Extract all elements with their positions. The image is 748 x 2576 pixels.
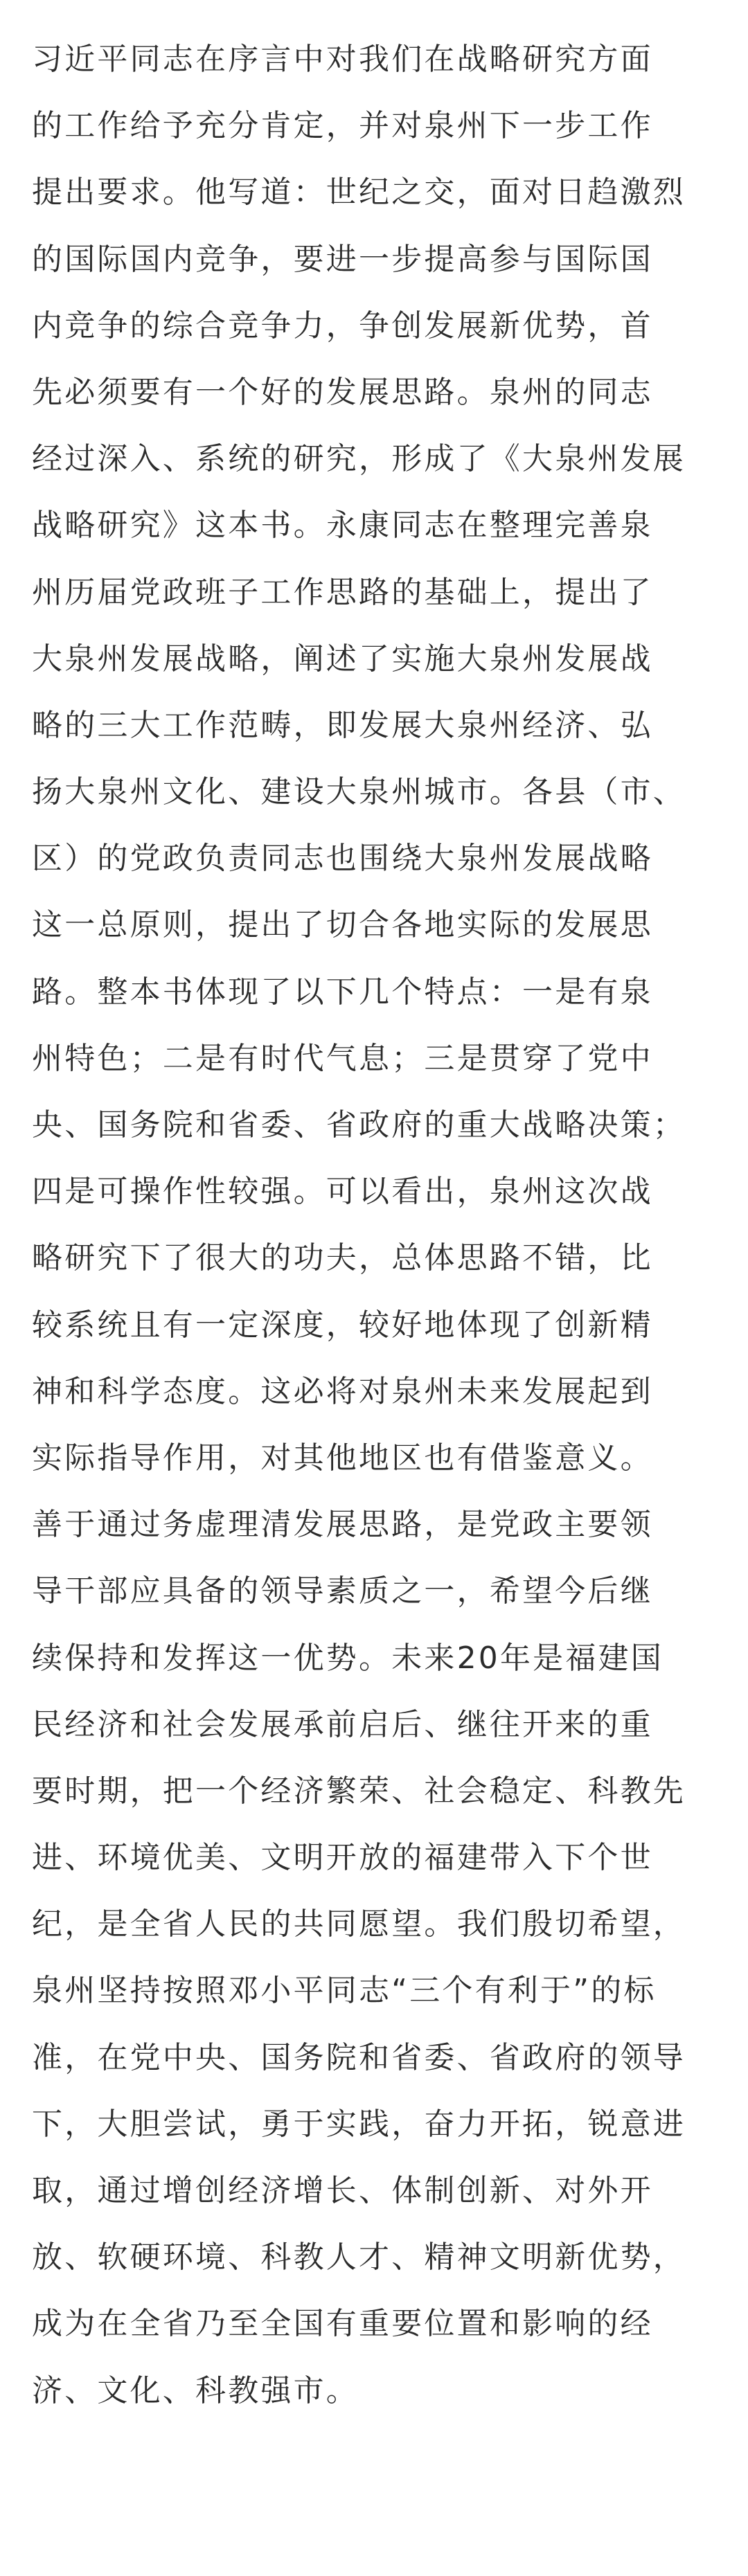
text-line: 济、文化、科教强市。 xyxy=(32,2372,359,2408)
text-line: 续保持和发挥这一优势。未来20年是福建国 xyxy=(32,1640,664,1676)
text-line: 区）的党政负责同志也围绕大泉州发展战略 xyxy=(32,841,653,877)
text-line: 大泉州发展战略，阐述了实施大泉州发展战 xyxy=(32,641,653,677)
text-line: 要时期，把一个经济繁荣、社会稳定、科教先 xyxy=(32,1773,686,1809)
text-line: 内竞争的综合竞争力，争创发展新优势，首 xyxy=(32,307,653,343)
text-line: 成为在全省乃至全国有重要位置和影响的经 xyxy=(32,2306,653,2342)
text-line: 经过深入、系统的研究，形成了《大泉州发展 xyxy=(32,441,686,477)
text-line: 善于通过务虚理清发展思路，是党政主要领 xyxy=(32,1507,653,1543)
text-line: 略研究下了很大的功夫，总体思路不错，比 xyxy=(32,1240,653,1276)
article-body xyxy=(32,0,724,2424)
text-line: 神和科学态度。这必将对泉州未来发展起到 xyxy=(32,1373,653,1409)
text-line: 取，通过增创经济增长、体制创新、对外开 xyxy=(32,2173,653,2208)
text-line: 的国际国内竞争，要进一步提高参与国际国 xyxy=(32,241,653,277)
text-line: 扬大泉州文化、建设大泉州城市。各县（市、 xyxy=(32,774,686,810)
text-line: 州历届党政班子工作思路的基础上，提出了 xyxy=(32,574,653,610)
text-line: 州特色；二是有时代气息；三是贯穿了党中 xyxy=(32,1040,653,1076)
text-line: 导干部应具备的领导素质之一，希望今后继 xyxy=(32,1573,653,1609)
text-line: 习近平同志在序言中对我们在战略研究方面 xyxy=(32,42,653,77)
text-line: 准，在党中央、国务院和省委、省政府的领导 xyxy=(32,2039,686,2075)
text-line: 提出要求。他写道：世纪之交，面对日趋激烈 xyxy=(32,175,686,211)
text-line: 民经济和社会发展承前启后、继往开来的重 xyxy=(32,1706,653,1742)
text-line: 较系统且有一定深度，较好地体现了创新精 xyxy=(32,1307,653,1343)
text-line: 四是可操作性较强。可以看出，泉州这次战 xyxy=(32,1174,653,1210)
text-line: 进、环境优美、文明开放的福建带入下个世 xyxy=(32,1840,653,1876)
text-line: 下，大胆尝试，勇于实践，奋力开拓，锐意进 xyxy=(32,2106,686,2142)
text-line: 路。整本书体现了以下几个特点：一是有泉 xyxy=(32,974,653,1010)
text-line: 战略研究》这本书。永康同志在整理完善泉 xyxy=(32,508,653,544)
text-line: 放、软硬环境、科教人才、精神文明新优势， xyxy=(32,2239,686,2275)
text-line: 的工作给予充分肯定，并对泉州下一步工作 xyxy=(32,108,653,144)
text-line: 纪，是全省人民的共同愿望。我们殷切希望， xyxy=(32,1906,686,1942)
text-line: 略的三大工作范畴，即发展大泉州经济、弘 xyxy=(32,707,653,743)
text-line: 先必须要有一个好的发展思路。泉州的同志 xyxy=(32,374,653,410)
text-line: 泉州坚持按照邓小平同志“三个有利于”的标 xyxy=(32,1973,657,2009)
text-line: 实际指导作用，对其他地区也有借鉴意义。 xyxy=(32,1440,653,1476)
text-line: 央、国务院和省委、省政府的重大战略决策； xyxy=(32,1107,686,1143)
text-line: 这一总原则，提出了切合各地实际的发展思 xyxy=(32,907,653,943)
